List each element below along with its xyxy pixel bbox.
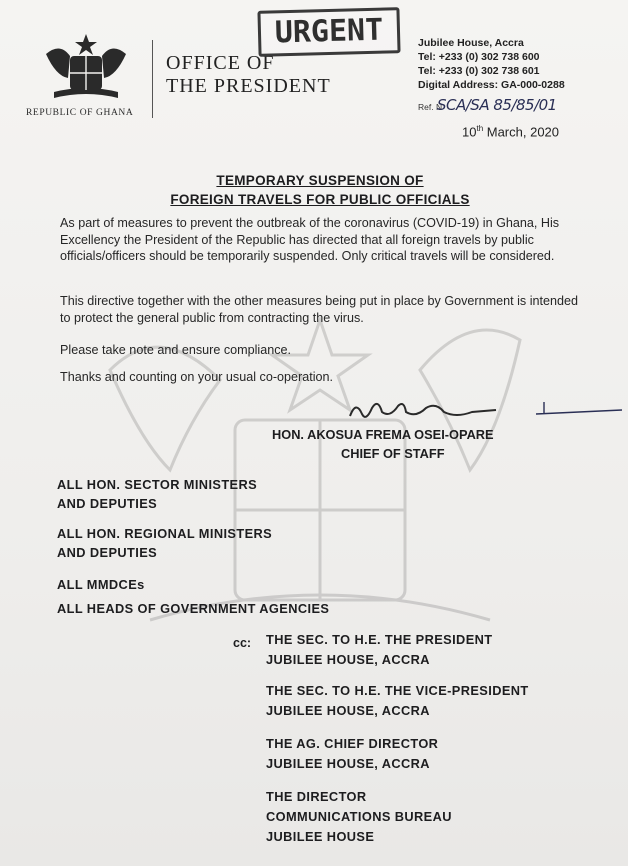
address-line: Digital Address: GA-000-0288 <box>418 79 565 91</box>
letter-heading <box>150 171 490 209</box>
address-line: Jubilee House, Accra <box>418 37 524 49</box>
republic-of-ghana-label: REPUBLIC OF GHANA <box>26 108 134 118</box>
cc-line: THE DIRECTOR <box>266 789 367 804</box>
date-rest: March, 2020 <box>483 124 560 140</box>
distribution-line: AND DEPUTIES <box>57 496 158 511</box>
signatory-title: CHIEF OF STAFF <box>341 446 445 461</box>
date-day: 10 <box>462 124 477 140</box>
cc-line: JUBILEE HOUSE, ACCRA <box>266 652 430 667</box>
distribution-line: AND DEPUTIES <box>57 545 158 560</box>
handwritten-signature-icon <box>346 396 622 426</box>
address-line: Tel: +233 (0) 302 738 601 <box>418 65 540 77</box>
cc-line: JUBILEE HOUSE, ACCRA <box>266 703 430 718</box>
office-title <box>166 52 331 98</box>
ref-number: SCA/SA 85/85/01 <box>437 96 557 114</box>
cc-line: JUBILEE HOUSE <box>266 829 375 844</box>
urgent-stamp: URGENT <box>257 7 400 57</box>
body-paragraph: As part of measures to prevent the outbreak of the coronavirus (COVID-19) in Ghana, His Excellency the President of the Republic has directed that all foreign travels by public officials/officers should be temporarily suspended. Only critical travels will be considered. <box>60 216 560 263</box>
address-block <box>418 36 565 92</box>
address-line: Tel: +233 (0) 302 738 600 <box>418 51 540 63</box>
cc-line: COMMUNICATIONS BUREAU <box>266 809 452 824</box>
cc-line: JUBILEE HOUSE, ACCRA <box>266 756 430 771</box>
cc-line: THE SEC. TO H.E. THE PRESIDENT <box>266 632 493 647</box>
body-paragraph: Thanks and counting on your usual co-operation. <box>60 370 334 384</box>
distribution-item <box>57 575 145 594</box>
distribution-item <box>57 599 329 618</box>
distribution-item <box>57 524 272 562</box>
heading-line2: FOREIGN TRAVELS FOR PUBLIC OFFICIALS <box>170 192 470 207</box>
cc-recipient <box>266 787 452 847</box>
cc-line: THE AG. CHIEF DIRECTOR <box>266 736 439 751</box>
cc-label: cc: <box>233 636 252 650</box>
distribution-item <box>57 475 257 513</box>
cc-recipient <box>266 630 493 670</box>
header-divider <box>152 40 153 118</box>
letter-date <box>462 124 559 139</box>
distribution-line: ALL HON. REGIONAL MINISTERS <box>57 526 273 541</box>
ghana-coat-of-arms-icon <box>40 32 132 102</box>
signatory-name: HON. AKOSUA FREMA OSEI-OPARE <box>272 427 494 442</box>
cc-line: THE SEC. TO H.E. THE VICE-PRESIDENT <box>266 683 529 698</box>
office-title-line1: OFFICE OF <box>166 52 275 74</box>
body-paragraph: Please take note and ensure compliance. <box>60 343 292 357</box>
heading-line1: TEMPORARY SUSPENSION OF <box>216 173 424 188</box>
body-paragraph: This directive together with the other measures being put in place by Government is intended to protect the general public from contracting the virus. <box>60 294 579 325</box>
date-suffix: th <box>476 124 484 133</box>
distribution-line: ALL HON. SECTOR MINISTERS <box>57 477 258 492</box>
cc-recipient <box>266 681 529 721</box>
cc-recipient <box>266 734 438 774</box>
distribution-line: ALL HEADS OF GOVERNMENT AGENCIES <box>57 601 330 616</box>
office-title-line2: THE PRESIDENT <box>166 75 331 97</box>
ref-label: Ref. N <box>418 102 443 112</box>
distribution-line: ALL MMDCEs <box>57 577 145 592</box>
